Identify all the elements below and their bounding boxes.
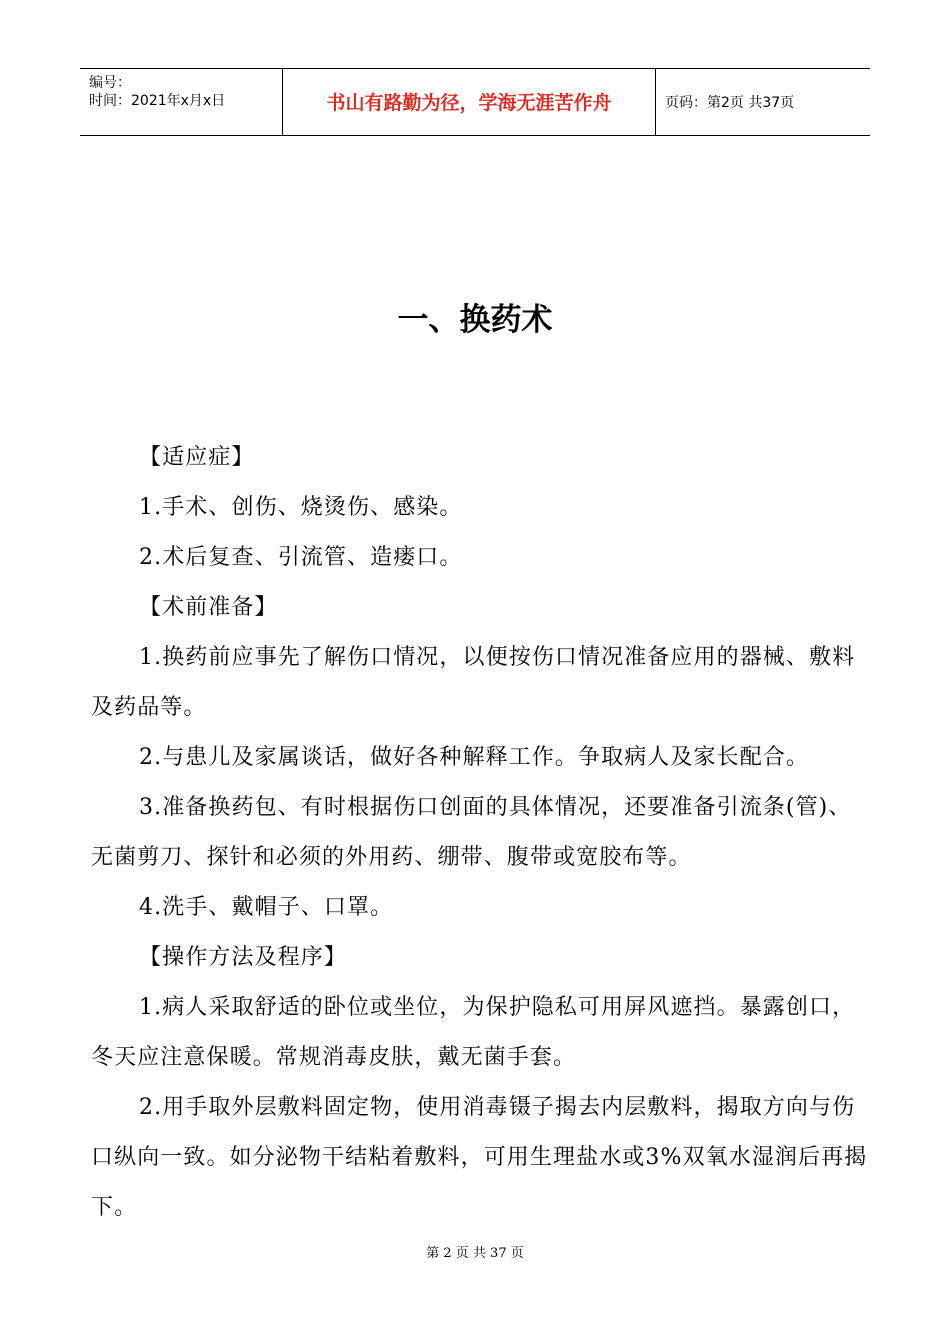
procedure-item-1: 1.病人采取舒适的卧位或坐位，为保护隐私可用屏风遮挡。暴露创口，冬天应注意保暖。常规消毒皮肤，戴无菌手套。 (91, 995, 856, 1070)
document-header (80, 68, 870, 136)
page-footer: 第 2 页 共 37 页 (426, 1246, 524, 1261)
time-label: 时间：2021年x月x日 (89, 93, 226, 109)
indication-item-1: 1.手术、创伤、烧烫伤、感染。 (139, 495, 463, 520)
heading-procedure: 【操作方法及程序】 (139, 945, 347, 970)
procedure-item-2: 2.用手取外层敷料固定物，使用消毒镊子揭去内层敷料，揭取方向与伤口纵向一致。如分泌物干结粘着敷料，可用生理盐水或3%双氧水湿润后再揭下。 (91, 1095, 868, 1220)
serial-number-label: 编号： (89, 75, 131, 91)
heading-preparation: 【术前准备】 (139, 595, 278, 620)
section-title: 一、换药术 (397, 302, 553, 338)
indication-item-2: 2.术后复查、引流管、造瘘口。 (139, 545, 463, 570)
header-motto: 书山有路勤为径，学海无涯苦作舟 (326, 92, 612, 114)
document-body (91, 433, 871, 1233)
preparation-item-4: 4.洗手、戴帽子、口罩。 (139, 895, 394, 920)
header-motto-cell (283, 69, 656, 135)
preparation-item-1: 1.换药前应事先了解伤口情况，以便按伤口情况准备应用的器械、敷料及药品等。 (91, 645, 856, 720)
header-page-info: 页码：第2页 共37页 (665, 95, 795, 111)
preparation-item-2: 2.与患儿及家属谈话，做好各种解释工作。争取病人及家长配合。 (139, 745, 809, 770)
header-page-cell (656, 69, 870, 135)
header-info-cell (80, 69, 283, 135)
preparation-item-3: 3.准备换药包、有时根据伤口创面的具体情况，还要准备引流条(管)、无菌剪刀、探针和必须的外用药、绷带、腹带或宽胶布等。 (91, 795, 852, 870)
heading-indications: 【适应症】 (139, 445, 255, 470)
